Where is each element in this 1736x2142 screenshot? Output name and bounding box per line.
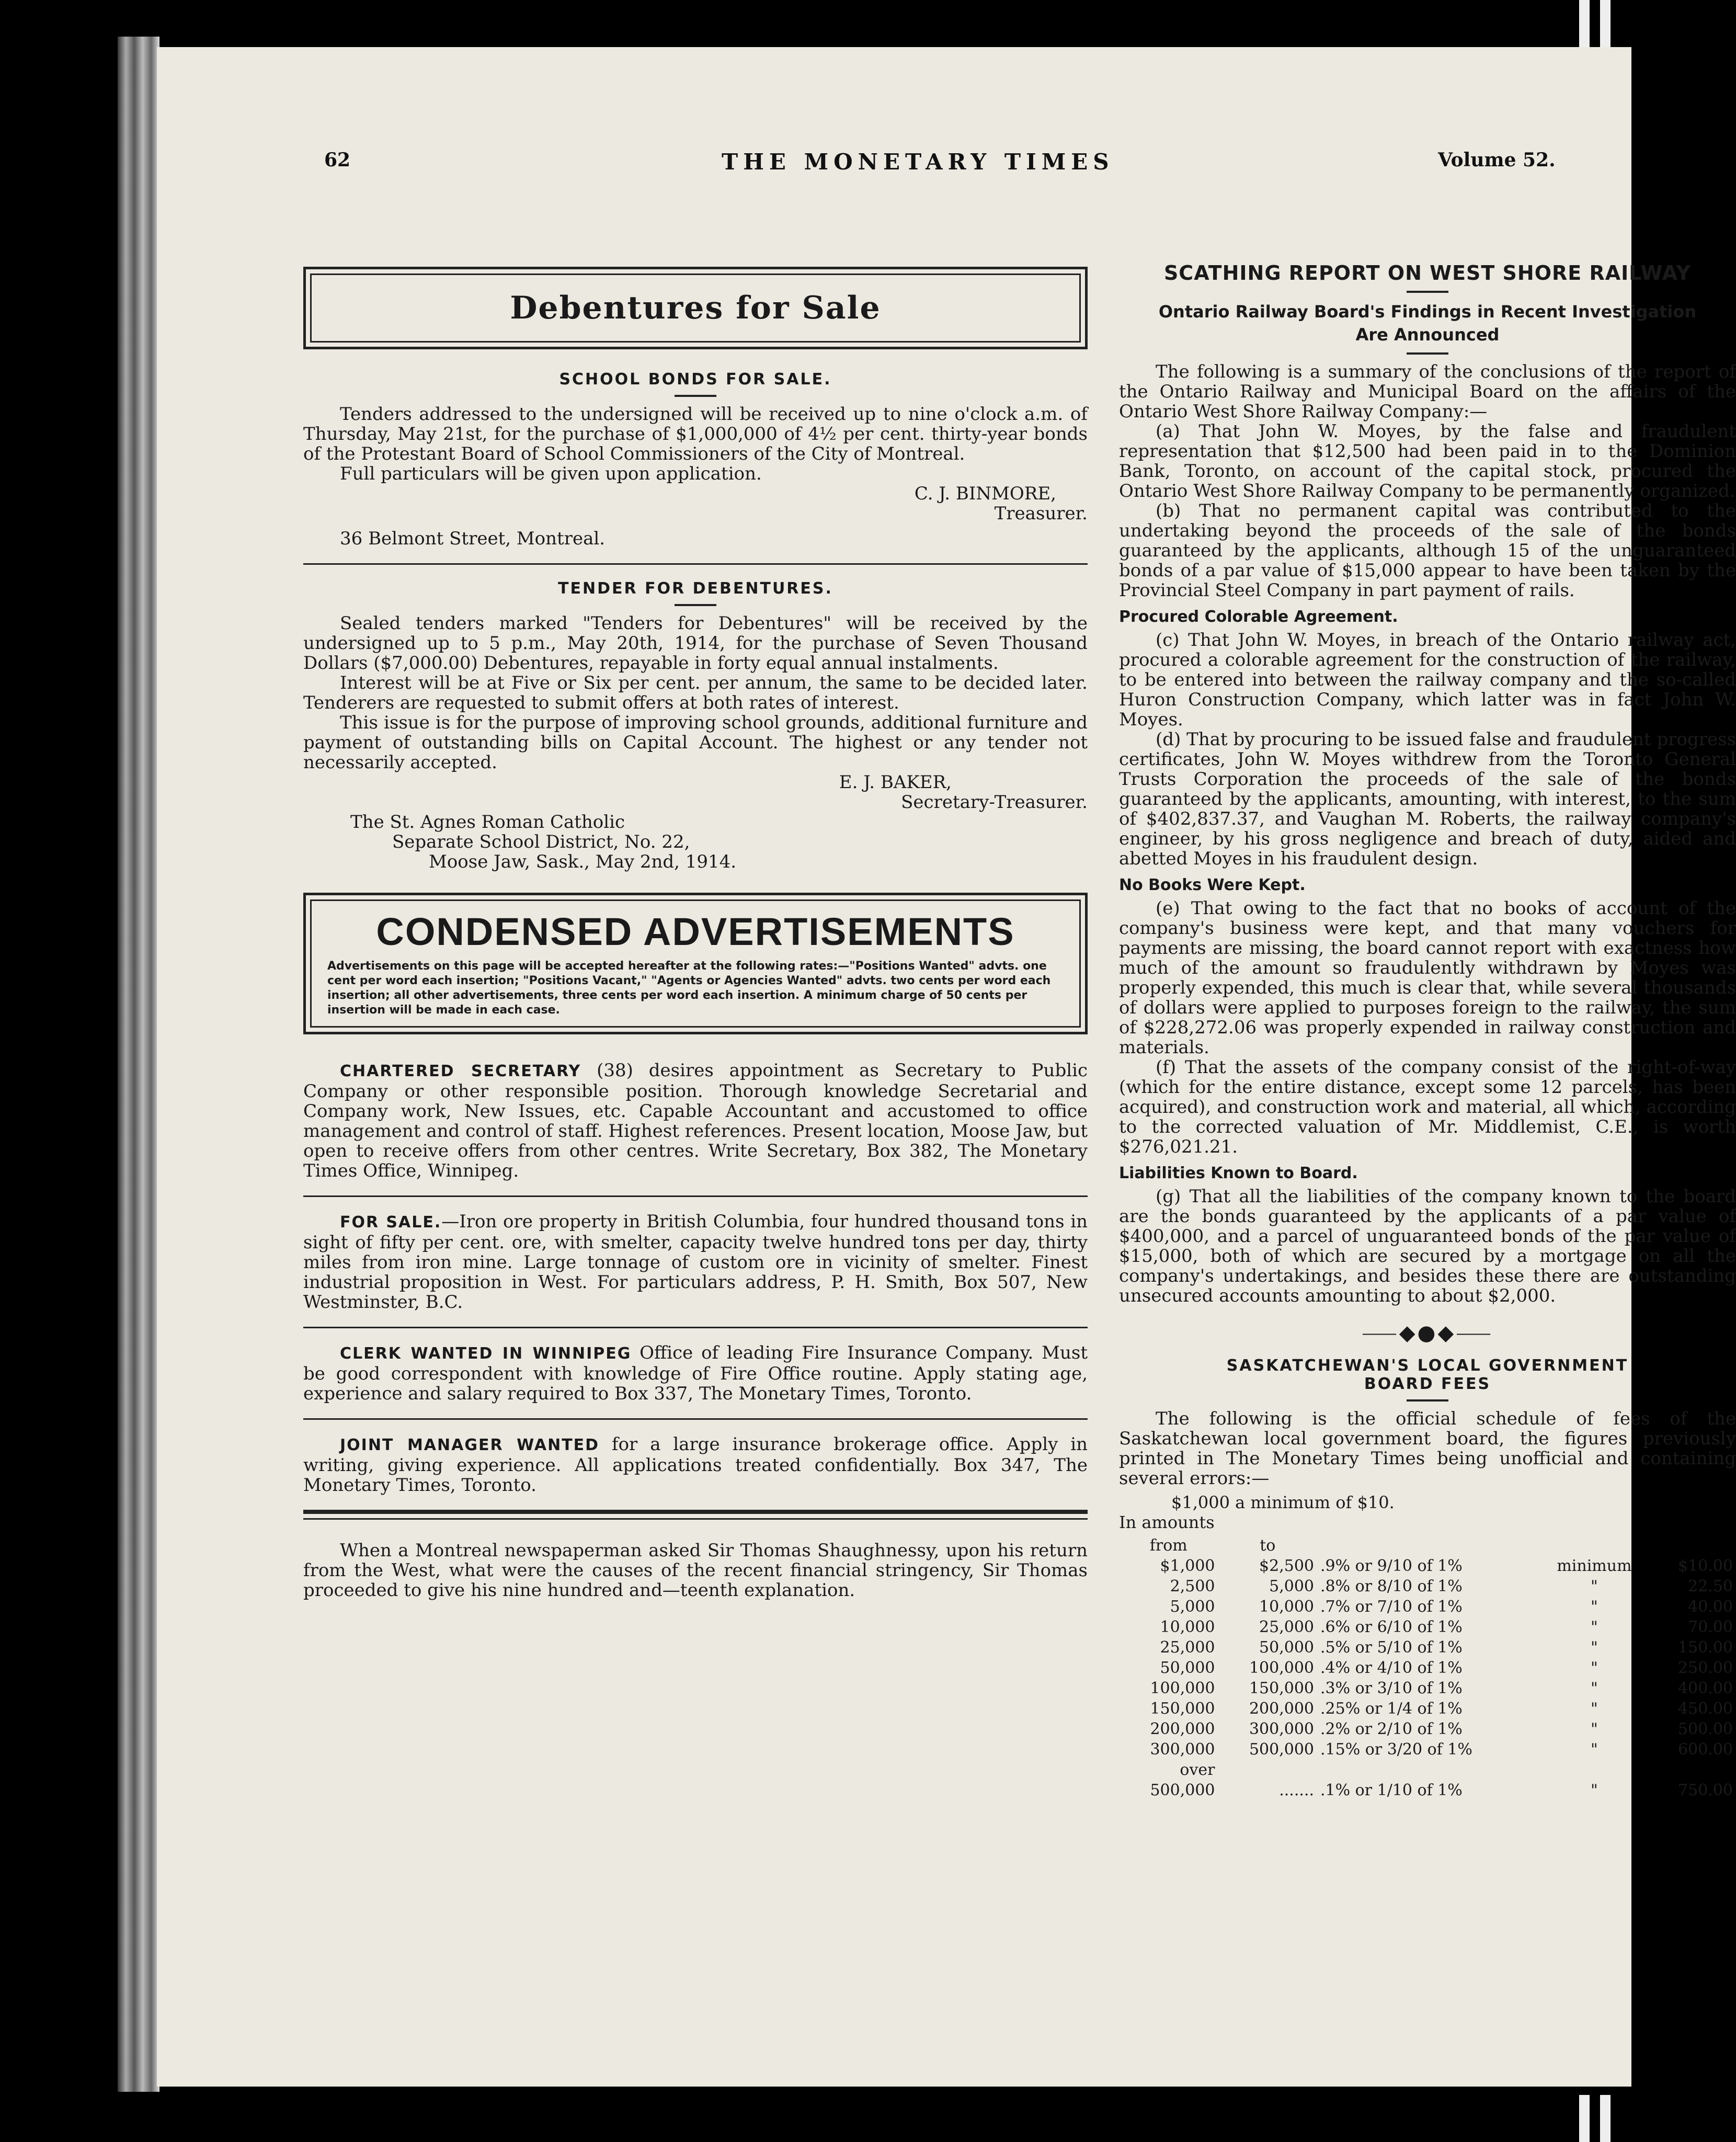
rate-cell: .2% or 2/10 of 1% bbox=[1320, 1720, 1463, 1738]
finding-f: (f) That the assets of the company consist of the right-of-way (which for the entire distance, except some 12 parcels, has been acquired), and construction work and material, all which, according to the corrected valuation of Mr. Middlemist, C.E., is worth $276,021.21. bbox=[1119, 1057, 1736, 1157]
article-subtitle: Are Announced bbox=[1355, 325, 1500, 345]
condensed-ads-title: CONDENSED ADVERTISEMENTS bbox=[376, 910, 1015, 953]
minimum-mark-cell: " bbox=[1591, 1598, 1598, 1616]
rate-cell: .7% or 7/10 of 1% bbox=[1320, 1598, 1463, 1616]
tender-p2: Interest will be at Five or Six per cent. per annum, the same to be decided later. Tenderers are requested to submit offers at both rates of interest. bbox=[303, 673, 1088, 713]
anecdote: When a Montreal newspaperman asked Sir Thomas Shaughnessy, upon his return from the West, what were the causes of the recent financial stringency, Sir Thomas proceeded to give his nine hundred and—teenth explanation. bbox=[303, 1540, 1088, 1601]
amount-to-cell: ....... bbox=[1279, 1781, 1314, 1799]
newspaper-page bbox=[157, 47, 1736, 2087]
minimum-mark-cell: " bbox=[1591, 1679, 1598, 1697]
table-row bbox=[1119, 1658, 1736, 1678]
classified-ad bbox=[303, 1212, 1088, 1312]
film-mark bbox=[1579, 2095, 1590, 2142]
rate-cell: .4% or 4/10 of 1% bbox=[1320, 1659, 1463, 1677]
ad-heading: CLERK WANTED IN WINNIPEG bbox=[340, 1345, 632, 1363]
condensed-ads-box bbox=[303, 893, 1088, 1034]
left-column bbox=[303, 267, 1088, 1600]
rate-cell: .15% or 3/20 of 1% bbox=[1320, 1740, 1472, 1759]
table-row bbox=[1119, 1760, 1736, 1780]
ornament-divider: ⸺◆●◆⸺ bbox=[1362, 1321, 1493, 1345]
table-row bbox=[1119, 1556, 1736, 1576]
ad-text: for a large insurance brokerage office. Apply in writing, giving experience. All applications treated confidentially. Box 347, The Monetary Times, Toronto. bbox=[303, 1434, 1088, 1496]
address: Separate School District, No. 22, bbox=[392, 831, 690, 852]
in-amounts-label: In amounts bbox=[1119, 1512, 1215, 1532]
fee-cell: 22.50 bbox=[1688, 1577, 1733, 1596]
classified-ad bbox=[303, 1343, 1088, 1404]
condensed-ads-rates: Advertisements on this page will be accepted hereafter at the following rates:—"Positions Wanted" advts. one cent per word each insertion; "Positions Vacant," "Agents or Agencies Wanted" advts. two cents per word each insertion; all other advertisements, three cents per word each insertion. A minimum charge of 50 cents per insertion will be made in each case. bbox=[327, 960, 1051, 1017]
signature-name: E. J. BAKER, bbox=[839, 772, 952, 793]
amount-from-cell: 50,000 bbox=[1160, 1659, 1215, 1677]
amount-to-cell: 10,000 bbox=[1259, 1598, 1314, 1616]
table-row bbox=[1119, 1576, 1736, 1597]
amount-to-cell: 500,000 bbox=[1249, 1740, 1314, 1759]
ad-heading: CHARTERED SECRETARY bbox=[340, 1062, 581, 1080]
fee-cell: 40.00 bbox=[1688, 1598, 1733, 1616]
divider bbox=[303, 1418, 1088, 1420]
divider bbox=[1407, 352, 1448, 355]
minimum-mark-cell: " bbox=[1591, 1700, 1598, 1718]
fee-cell: 150.00 bbox=[1678, 1638, 1733, 1657]
rate-cell: .9% or 9/10 of 1% bbox=[1320, 1557, 1463, 1575]
amount-from-cell: $1,000 bbox=[1160, 1557, 1215, 1575]
debentures-title: Debentures for Sale bbox=[310, 274, 1081, 343]
section-subheading: Procured Colorable Agreement. bbox=[1119, 608, 1398, 626]
rate-cell: .3% or 3/10 of 1% bbox=[1320, 1679, 1463, 1697]
amount-from-cell: 300,000 bbox=[1150, 1740, 1215, 1759]
address: Moose Jaw, Sask., May 2nd, 1914. bbox=[429, 851, 737, 872]
minimum-mark-cell: " bbox=[1591, 1659, 1598, 1677]
film-mark bbox=[1579, 0, 1590, 47]
school-bonds-p1: Tenders addressed to the undersigned will be received up to nine o'clock a.m. of Thursday, May 21st, for the purchase of $1,000,000 of 4½ per cent. thirty-year bonds of the Protestant Board of School Commissioners of the City of Montreal. bbox=[303, 404, 1088, 464]
amount-from-cell: 2,500 bbox=[1170, 1577, 1215, 1596]
classified-ad bbox=[303, 1061, 1088, 1181]
minimum-mark-cell: " bbox=[1591, 1720, 1598, 1738]
ad-heading: FOR SALE. bbox=[340, 1213, 442, 1232]
signature-title: Treasurer. bbox=[994, 503, 1088, 524]
school-bonds-heading: SCHOOL BONDS FOR SALE. bbox=[559, 370, 832, 389]
fee-cell: 70.00 bbox=[1688, 1618, 1733, 1636]
fee-cell: 600.00 bbox=[1678, 1740, 1733, 1759]
rate-cell: .5% or 5/10 of 1% bbox=[1320, 1638, 1463, 1657]
page-number: 62 bbox=[324, 149, 351, 171]
table-row bbox=[1119, 1637, 1736, 1658]
article-intro: The following is a summary of the conclusions of the report of the Ontario Railway and Municipal Board on the affairs of the Ontario West Shore Railway Company:— bbox=[1119, 361, 1736, 422]
rate-cell: .6% or 6/10 of 1% bbox=[1320, 1618, 1463, 1636]
table-header-row bbox=[1119, 1535, 1736, 1556]
amount-from-cell: 200,000 bbox=[1150, 1720, 1215, 1738]
ad-heading: JOINT MANAGER WANTED bbox=[340, 1436, 600, 1454]
amount-to-cell: 200,000 bbox=[1249, 1700, 1314, 1718]
table-row bbox=[1119, 1780, 1736, 1801]
minimum-mark-cell: " bbox=[1591, 1618, 1598, 1636]
amount-from-cell: 5,000 bbox=[1170, 1598, 1215, 1616]
divider bbox=[303, 563, 1088, 565]
amount-from-cell: 100,000 bbox=[1150, 1679, 1215, 1697]
minimum-mark-cell: minimum bbox=[1557, 1557, 1632, 1575]
section-subheading: Liabilities Known to Board. bbox=[1119, 1164, 1358, 1182]
fee-cell: 450.00 bbox=[1678, 1700, 1733, 1718]
table-row bbox=[1119, 1678, 1736, 1699]
table-row bbox=[1119, 1617, 1736, 1637]
rate-cell: .25% or 1/4 of 1% bbox=[1320, 1700, 1463, 1718]
address: The St. Agnes Roman Catholic bbox=[350, 812, 625, 833]
amount-from-cell: 500,000 bbox=[1150, 1781, 1215, 1799]
finding-e: (e) That owing to the fact that no books of account of the company's business were kept, and that many vouchers for payments are missing, the board cannot report with exactness how much of the amount so fraudulently withdrawn by Moyes was properly expended, this much is clear that, while several thousands of dollars were applied to purposes foreign to the railway, the sum of $228,272.06 was properly expended in railway construction and materials. bbox=[1119, 898, 1736, 1058]
column-header: from bbox=[1149, 1536, 1187, 1555]
amount-from-cell: 150,000 bbox=[1150, 1700, 1215, 1718]
amount-to-cell: $2,500 bbox=[1259, 1557, 1314, 1575]
table-row bbox=[1119, 1739, 1736, 1760]
ad-text: —Iron ore property in British Columbia, four hundred thousand tons in sight of fifty per cent. ore, with smelter, capacity twelve hundred tons per day, thirty miles from iron mine. Large tonnage of custom ore in vicinity of smelter. Finest industrial proposition in West. For particulars address, P. H. Smith, Box 507, New Westminster, B.C. bbox=[303, 1211, 1088, 1313]
journal-title: THE MONETARY TIMES bbox=[722, 149, 1114, 175]
sask-title: SASKATCHEWAN'S LOCAL GOVERNMENT bbox=[1226, 1357, 1629, 1375]
sask-intro: The following is the official schedule of fees of the Saskatchewan local government board, the figures previously printed in The Monetary Times being unofficial and containing several errors:— bbox=[1119, 1408, 1736, 1489]
finding-a: (a) That John W. Moyes, by the false and fraudulent representation that $12,500 had been paid in to the Dominion Bank, Toronto, on account of the capital stock, procured the Ontario West Shore Railway Company to be permanently organized. bbox=[1119, 421, 1736, 502]
fee-cell: 400.00 bbox=[1678, 1679, 1733, 1697]
article-title: SCATHING REPORT ON WEST SHORE RAILWAY bbox=[1163, 261, 1692, 284]
column-header: to bbox=[1260, 1536, 1276, 1555]
divider bbox=[675, 395, 716, 397]
fee-cell: 750.00 bbox=[1678, 1781, 1733, 1799]
minimum-mark-cell: " bbox=[1591, 1638, 1598, 1657]
tender-heading: TENDER FOR DEBENTURES. bbox=[558, 579, 833, 598]
table-row bbox=[1119, 1699, 1736, 1719]
over-label: over bbox=[1180, 1761, 1215, 1779]
table-row bbox=[1119, 1597, 1736, 1617]
minimum-mark-cell: " bbox=[1591, 1577, 1598, 1596]
table-row bbox=[1119, 1719, 1736, 1739]
fee-schedule-table bbox=[1119, 1535, 1736, 1801]
finding-c: (c) That John W. Moyes, in breach of the Ontario railway act, procured a colorable agreement for the construction of the railway, to be entered into between the railway company and the so-called Huron Construction Company, which latter was in fact John W. Moyes. bbox=[1119, 630, 1736, 730]
divider bbox=[1407, 1399, 1448, 1402]
signature-title: Secretary-Treasurer. bbox=[901, 792, 1088, 813]
tender-p3: This issue is for the purpose of improving school grounds, additional furniture and payment of outstanding bills on Capital Account. The highest or any tender not necessarily accepted. bbox=[303, 712, 1088, 773]
divider bbox=[1407, 291, 1448, 293]
ad-text: Office of leading Fire Insurance Company. Must be good correspondent with knowledge of Fire Office routine. Apply stating age, experience and salary required to Box 337, The Monetary Times, Toronto. bbox=[303, 1342, 1088, 1404]
section-subheading: No Books Were Kept. bbox=[1119, 876, 1306, 894]
minimum-mark-cell: " bbox=[1591, 1781, 1598, 1799]
amount-to-cell: 150,000 bbox=[1249, 1679, 1314, 1697]
film-mark bbox=[1600, 2095, 1611, 2142]
divider bbox=[303, 1327, 1088, 1328]
finding-b: (b) That no permanent capital was contributed to the undertaking beyond the proceeds of the sale of the bonds guaranteed by the applicants, although 15 of the unguaranteed bonds of a par value of $15,000 appear to have been taken by the Provincial Steel Company in part payment of rails. bbox=[1119, 500, 1736, 601]
amount-to-cell: 100,000 bbox=[1249, 1659, 1314, 1677]
amount-to-cell: 300,000 bbox=[1249, 1720, 1314, 1738]
film-mark bbox=[1600, 0, 1611, 47]
ad-text: (38) desires appointment as Secretary to Public Company or other responsible position. Thorough knowledge Secretarial and Company work, New Issues, etc. Capable Accountant and accustomed to office management and control of staff. Highest references. Present location, Moose Jaw, but open to receive offers from other centres. Write Secretary, Box 382, The Monetary Times Office, Winnipeg. bbox=[303, 1060, 1088, 1181]
divider bbox=[303, 1510, 1088, 1520]
rate-cell: .8% or 8/10 of 1% bbox=[1320, 1577, 1463, 1596]
fee-cell: $10.00 bbox=[1678, 1557, 1733, 1575]
amount-to-cell: 50,000 bbox=[1259, 1638, 1314, 1657]
address: 36 Belmont Street, Montreal. bbox=[340, 528, 606, 549]
tender-p1: Sealed tenders marked "Tenders for Debentures" will be received by the undersigned up to 5 p.m., May 20th, 1914, for the purchase of Seven Thousand Dollars ($7,000.00) Debentures, repayable in forty equal annual instalments. bbox=[303, 613, 1088, 674]
minimum-mark-cell: " bbox=[1591, 1740, 1598, 1759]
sask-title: BOARD FEES bbox=[1364, 1375, 1491, 1393]
right-column bbox=[1119, 261, 1736, 1801]
amount-from-cell: 10,000 bbox=[1160, 1618, 1215, 1636]
debentures-box bbox=[303, 267, 1088, 349]
classified-ad bbox=[303, 1434, 1088, 1495]
rate-cell: .1% or 1/10 of 1% bbox=[1320, 1781, 1463, 1799]
fee-cell: 500.00 bbox=[1678, 1720, 1733, 1738]
finding-g: (g) That all the liabilities of the company known to the board are the bonds guaranteed by the applicants of a par value of $400,000, and a parcel of unguaranteed bonds of the par value of $15,000, both of which are secured by a mortgage on all the company's undertakings, and besides these there are outstanding unsecured accounts amounting to about $2,000. bbox=[1119, 1186, 1736, 1306]
amount-to-cell: 25,000 bbox=[1259, 1618, 1314, 1636]
minimum-line: $1,000 a minimum of $10. bbox=[1171, 1492, 1395, 1512]
fee-cell: 250.00 bbox=[1678, 1659, 1733, 1677]
article-subtitle: Ontario Railway Board's Findings in Recent Investigation bbox=[1158, 302, 1697, 322]
amount-from-cell: 25,000 bbox=[1160, 1638, 1215, 1657]
divider bbox=[675, 604, 716, 606]
finding-d: (d) That by procuring to be issued false and fraudulent progress certificates, John W. Moyes withdrew from the Toronto General Trusts Corporation the proceeds of the sale of the bonds guaranteed by the applicants, amounting, with interest, to the sum of $402,837.37, and Vaughan M. Roberts, the railway company's engineer, by his gross negligence and breach of duty, aided and abetted Moyes in his fraudulent design. bbox=[1119, 729, 1736, 869]
divider bbox=[303, 1195, 1088, 1197]
amount-to-cell: 5,000 bbox=[1269, 1577, 1314, 1596]
signature-name: C. J. BINMORE, bbox=[914, 483, 1056, 504]
page-edges bbox=[118, 37, 159, 2092]
school-bonds-p2: Full particulars will be given upon application. bbox=[340, 463, 762, 484]
volume-label: Volume 52. bbox=[1438, 149, 1556, 171]
